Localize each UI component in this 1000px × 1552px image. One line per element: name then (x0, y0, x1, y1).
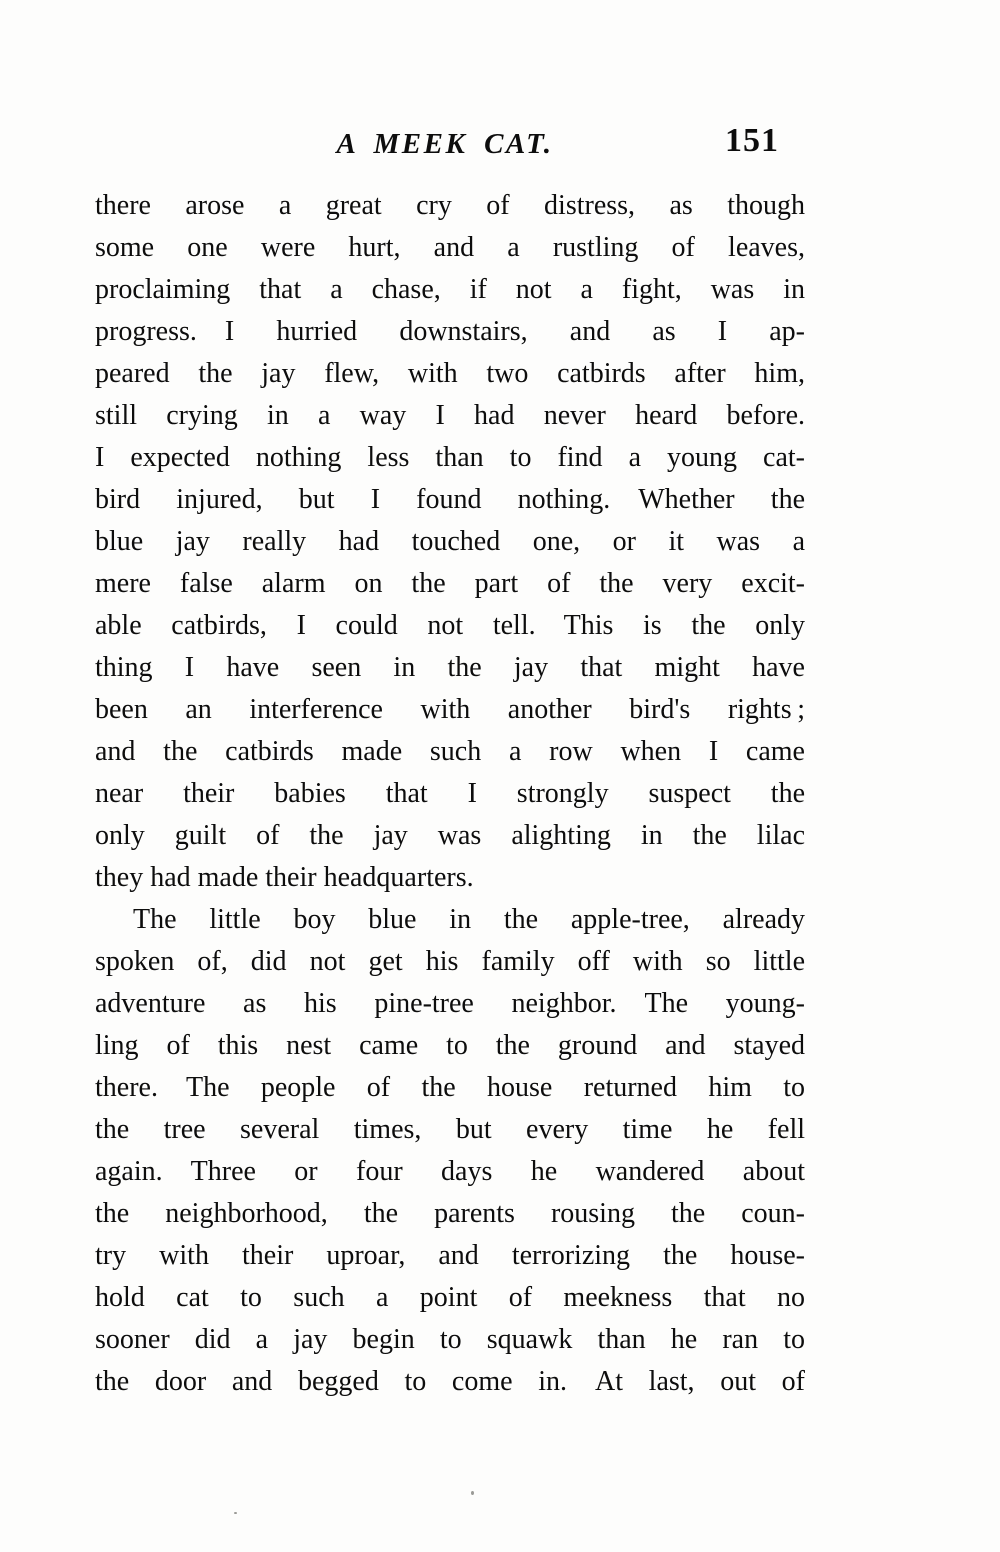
text-line: progress. I hurried downstairs, and as I ap- (95, 316, 805, 347)
text-line: proclaiming that a chase, if not a fight, was in (95, 274, 805, 305)
text-line: try with their uproar, and terrorizing the house- (95, 1240, 805, 1271)
text-line: again. Three or four days he wandered about (95, 1156, 805, 1187)
text-line: spoken of, did not get his family off with so little (95, 946, 805, 977)
text-line: blue jay really had touched one, or it was a (95, 526, 805, 557)
text-line: the tree several times, but every time he fell (95, 1114, 805, 1145)
body-paragraphs (95, 185, 805, 1403)
text-line: sooner did a jay begin to squawk than he ran to (95, 1324, 805, 1355)
scan-speckle (234, 1512, 237, 1514)
text-line: and the catbirds made such a row when I came (95, 736, 805, 767)
text-line: still crying in a way I had never heard before. (95, 400, 805, 431)
running-header (95, 122, 805, 185)
text-line: peared the jay flew, with two catbirds after him, (95, 358, 805, 389)
text-line: able catbirds, I could not tell. This is the only (95, 610, 805, 641)
page-title: A MEEK CAT. (336, 128, 554, 160)
text-line: hold cat to such a point of meekness that no (95, 1282, 805, 1313)
text-line: ling of this nest came to the ground and stayed (95, 1030, 805, 1061)
text-line: the neighborhood, the parents rousing the coun- (95, 1198, 805, 1229)
text-line: The little boy blue in the apple-tree, already (133, 904, 805, 935)
text-line: I expected nothing less than to find a young cat- (95, 442, 805, 473)
text-line: they had made their headquarters. (95, 862, 474, 893)
text-line: been an interference with another bird's rights ; (95, 694, 805, 725)
page-number: 151 (725, 122, 779, 159)
text-line: near their babies that I strongly suspect the (95, 778, 805, 809)
text-line: bird injured, but I found nothing. Whether the (95, 484, 805, 515)
text-line: the door and begged to come in. At last, out of (95, 1366, 805, 1397)
text-line: there. The people of the house returned him to (95, 1072, 805, 1103)
text-line: mere false alarm on the part of the very excit- (95, 568, 805, 599)
text-line: some one were hurt, and a rustling of leaves, (95, 232, 805, 263)
scan-speckle (471, 1491, 474, 1495)
text-block (95, 122, 805, 1403)
text-line: adventure as his pine-tree neighbor. The young- (95, 988, 805, 1019)
text-line: there arose a great cry of distress, as though (95, 190, 805, 221)
text-line: only guilt of the jay was alighting in the lilac (95, 820, 805, 851)
text-line: thing I have seen in the jay that might have (95, 652, 805, 683)
